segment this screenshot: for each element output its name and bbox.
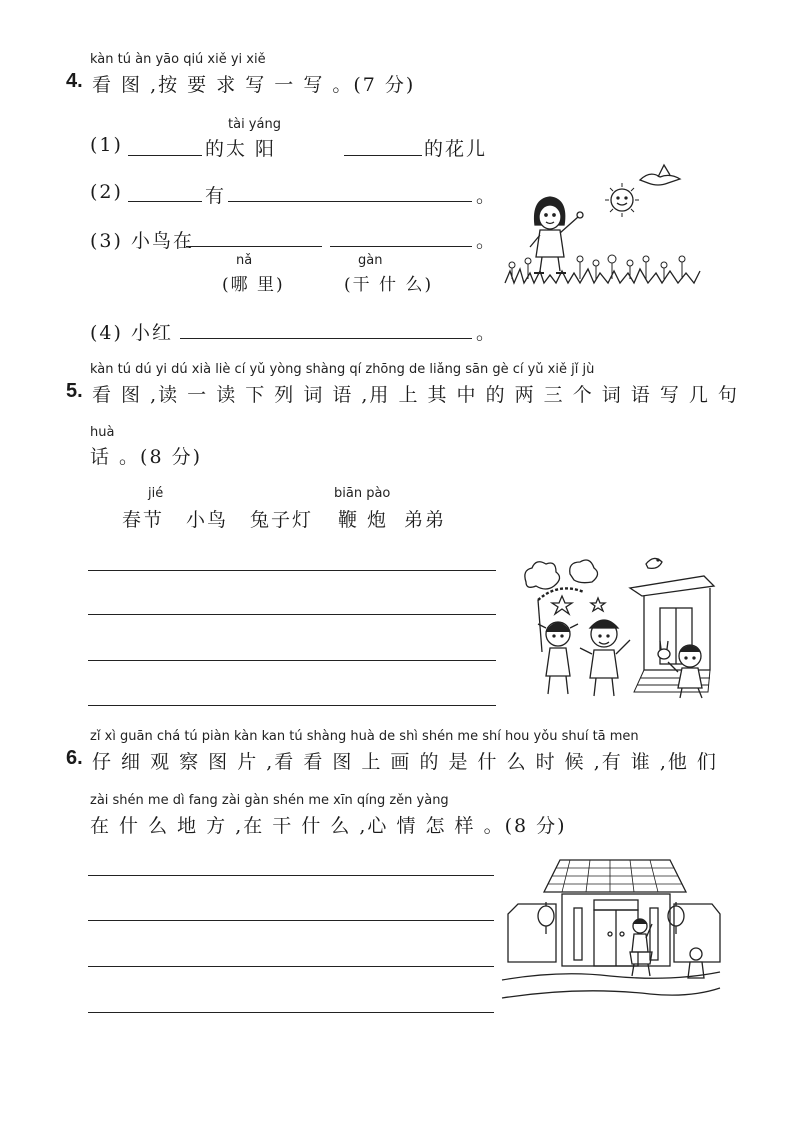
word-4: 鞭 炮 [338,509,389,531]
gan-hint: (干 什 么) [344,275,434,295]
q6-line-1: 仔 细 观 察 图 片 ,看 看 图 上 画 的 是 什 么 时 候 ,有 谁 ,他 们 [92,751,718,773]
q5-writing-line-1[interactable] [88,570,496,571]
item4-label: (4) 小红 [90,322,173,344]
q5-number: 5. [66,380,83,402]
taiyang-pinyin: tài yáng [228,117,281,132]
q4-number: 4. [66,70,83,92]
item4-end: 。 [476,322,498,344]
item3-end: 。 [476,230,498,252]
item2-text-a: 有 [205,185,227,207]
item1-blank-a[interactable] [128,155,202,156]
item1-text-a: 的太 阳 [205,138,277,160]
jie-pinyin: jié [148,486,164,501]
q6-line-2: 在 什 么 地 方 ,在 干 什 么 ,心 情 怎 样 。(8 分) [90,815,567,837]
q4-pinyin: kàn tú àn yāo qiú xiě yi xiě [90,52,266,67]
q6-number: 6. [66,747,83,769]
girl-sun-bird-illustration [500,155,705,290]
q6-pinyin-1: zǐ xì guān chá tú piàn kàn kan tú shàng huà de shì shén me shí hou yǒu shuí tā men [90,729,639,744]
word-1: 春节 [122,509,165,531]
hua-pinyin: huà [90,425,115,440]
q5-title-cont: 话 。(8 分) [90,446,202,468]
q6-writing-line-3[interactable] [88,966,494,967]
spring-festival-illustration [518,552,720,702]
item3-blank-doing[interactable] [330,246,472,247]
q5-title: 看 图 ,读 一 读 下 列 词 语 ,用 上 其 中 的 两 三 个 词 语 写 几 句 [92,384,739,406]
word-3: 兔子灯 [250,509,314,531]
q5-writing-line-3[interactable] [88,660,496,661]
q5-pinyin: kàn tú dú yi dú xià liè cí yǔ yòng shàng qí zhōng de liǎng sān gè cí yǔ xiě jǐ jù [90,362,595,377]
q6-writing-line-2[interactable] [88,920,494,921]
q6-pinyin-2: zài shén me dì fang zài gàn shén me xīn qíng zěn yàng [90,793,449,808]
na-hint: (哪 里) [222,275,285,295]
na-pinyin: nǎ [236,253,253,268]
item1-text-b: 的花儿 [424,138,488,160]
item4-blank[interactable] [180,338,472,339]
gan-pinyin: gàn [358,253,383,268]
item1-blank-b[interactable] [344,155,422,156]
item2-end: 。 [476,185,498,207]
q6-writing-line-4[interactable] [88,1012,494,1013]
word-5: 弟弟 [404,509,447,531]
item2-blank-a[interactable] [128,201,202,202]
item2-blank-b[interactable] [228,201,472,202]
item2-label: (2) [90,181,123,203]
bianpao-pinyin: biān pào [334,486,391,501]
q5-writing-line-4[interactable] [88,705,496,706]
q6-writing-line-1[interactable] [88,875,494,876]
q5-writing-line-2[interactable] [88,614,496,615]
item3-blank-where[interactable] [186,246,322,247]
word-2: 小鸟 [186,509,229,531]
item1-label: (1) [90,134,123,156]
gate-couplets-illustration [500,852,722,1002]
q4-title: 看 图 ,按 要 求 写 一 写 。(7 分) [92,74,416,96]
item3-label: (3) 小鸟在 [90,230,194,252]
